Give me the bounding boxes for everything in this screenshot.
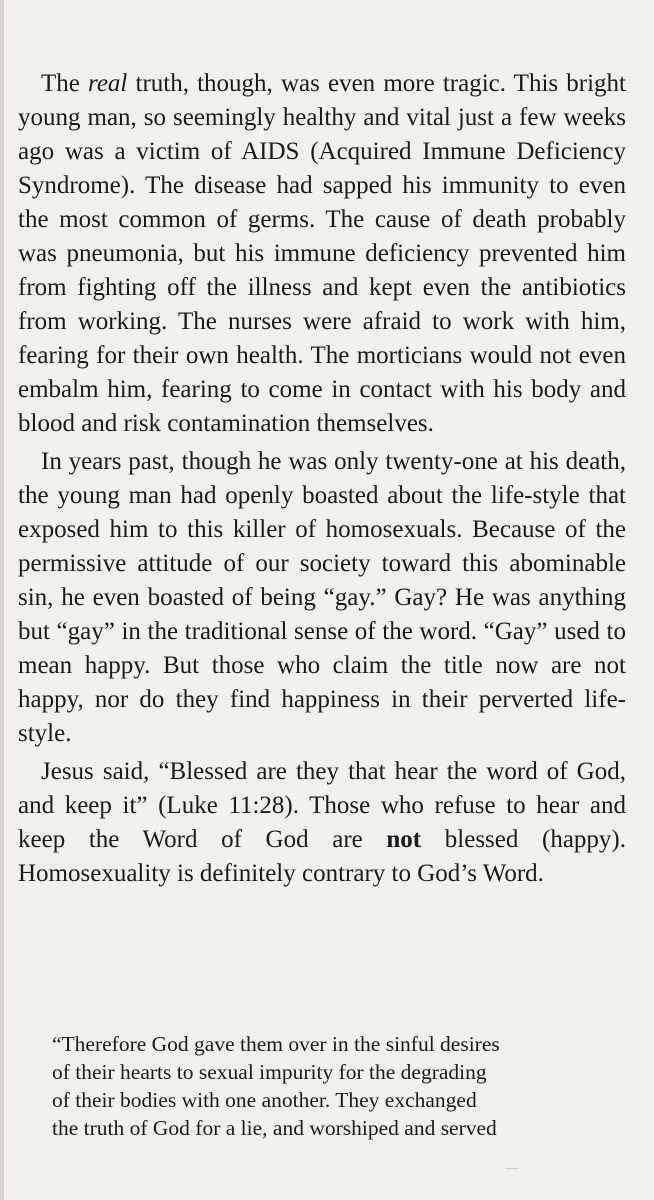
scan-mark [505,1168,519,1169]
paragraph-1-start: The [41,70,89,97]
paragraph-3-start: Jesus said, “Blessed are they that hear the word of God, and keep it” (Luke 11:28). Those who refuse to hear and keep the Word of God are [18,758,626,853]
paragraph-3-rest: blessed (happy). Homosexuality is definitely contrary to God’s Word. [18,826,626,887]
quote-line: of their bodies with one another. They exchanged [52,1088,477,1112]
paragraph-2: In years past, though he was only twenty-one at his death, the young man had openly boasted about the life-style that exposed him to this killer of homosexuals. Because of the permissive attitude of our society toward this abominable sin, he even boasted of being “gay.” Gay? He was anything but “gay” in the traditional sense of the word. “Gay” used to mean happy. But those who claim the title now are not happy, nor do they find happiness in their perverted life-style. [18,448,626,747]
emphasis-not: not [386,826,422,853]
body-text [18,67,626,891]
paragraph-1-rest: truth, though, was even more tragic. This bright young man, so seemingly healthy and vital just a few weeks ago was a victim of AIDS (Acquired Immune Deficiency Syndrome). The disease had sapped his immunity to even the most common of germs. The cause of death probably was pneumonia, but his immune deficiency prevented him from fighting off the illness and kept even the antibiotics from working. The nurses were afraid to work with him, fearing for their own health. The morticians would not even embalm him, fearing to come in contact with his body and blood and risk contamination themselves. [18,70,626,437]
paragraph-3 [18,755,626,891]
scripture-quote [52,1030,592,1142]
quote-line: the truth of God for a lie, and worshiped and served [52,1116,497,1140]
paragraph-1 [18,67,626,441]
emphasis-real: real [88,70,128,97]
quote-line: of their hearts to sexual impurity for the degrading [52,1060,487,1084]
page-edge-shadow [0,0,4,1200]
quote-line: “Therefore God gave them over in the sinful desires [52,1032,500,1056]
